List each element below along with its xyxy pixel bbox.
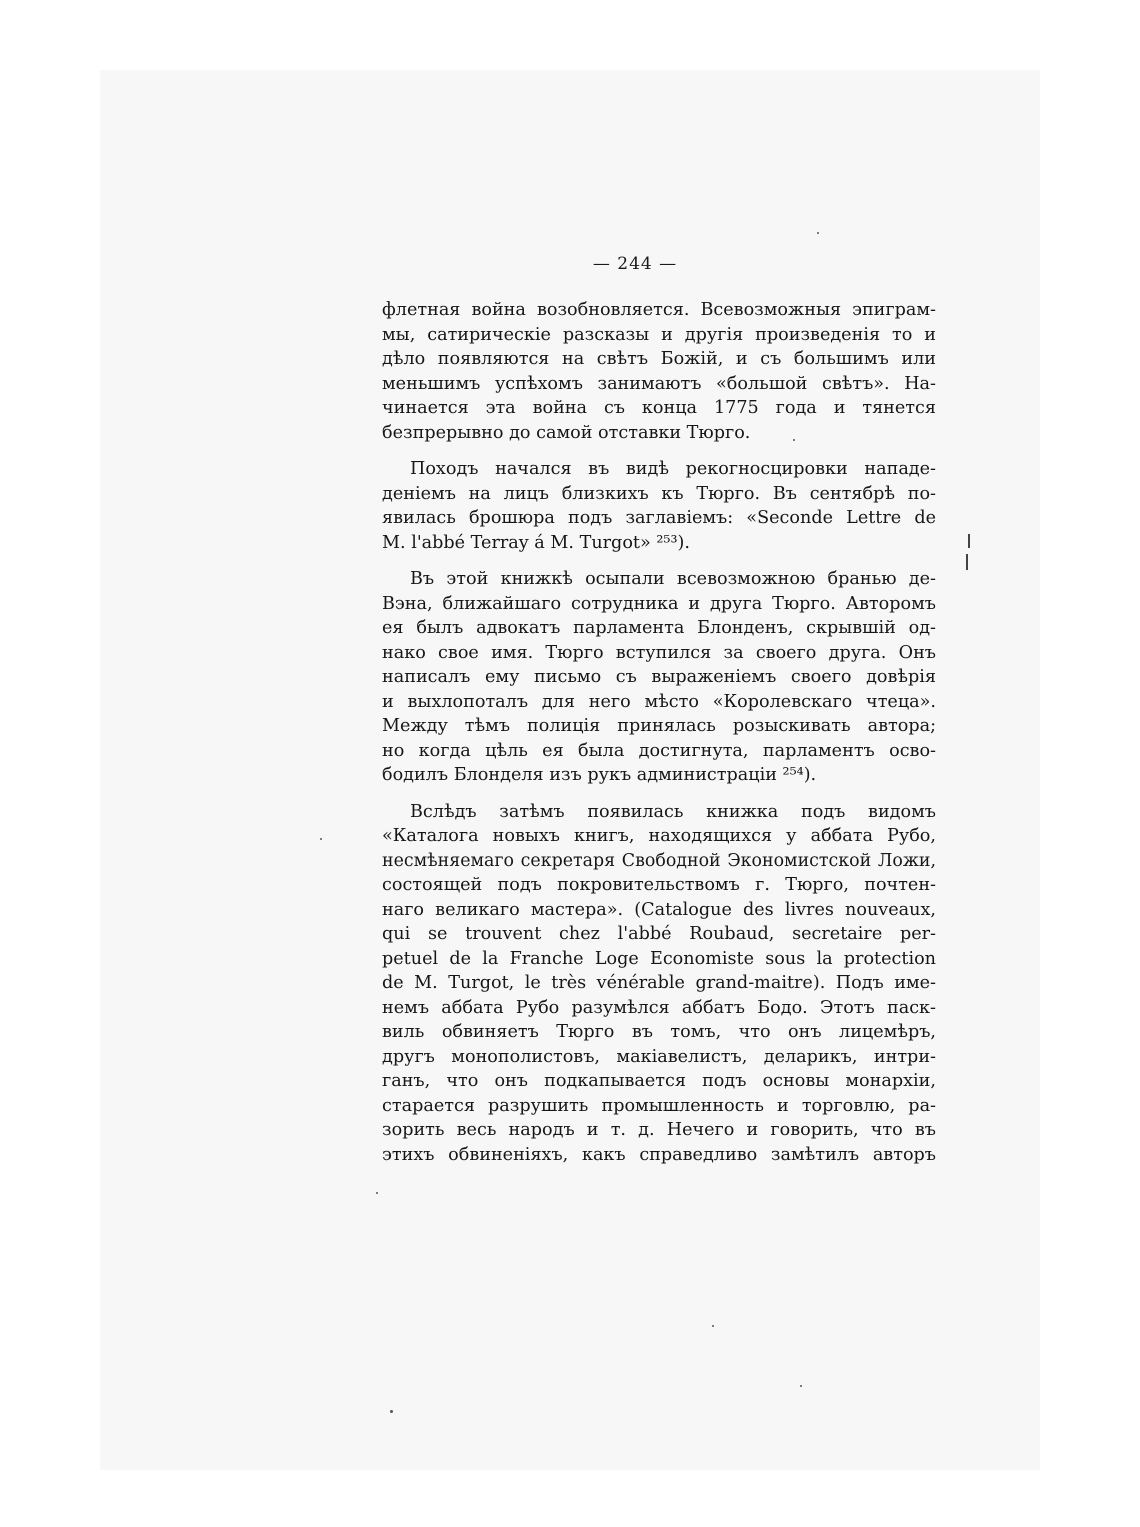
text-line: нако свое имя. Тюрго вступился за своего друга. Онъ (382, 642, 936, 663)
text-line: ганъ, что онъ подкапывается подъ основы монархіи, (382, 1071, 936, 1091)
paragraph-3 (382, 567, 936, 788)
scan-speck (817, 232, 819, 234)
body-text (382, 298, 936, 1167)
text-line: ея былъ адвокатъ парламента Блонденъ, скрывшій од- (382, 618, 936, 638)
paragraph-2 (382, 457, 936, 555)
text-line: немъ аббата Рубо разумѣлся аббатъ Бодо. Этотъ паск- (382, 997, 936, 1018)
scan-speck (390, 1410, 393, 1413)
scan-speck (793, 439, 795, 441)
text-line: Вслѣдъ затѣмъ появилась книжка подъ видомъ (410, 801, 936, 822)
text-line: меньшимъ успѣхомъ занимаютъ «большой свѣтъ». На- (382, 373, 936, 394)
text-line: деніемъ на лицъ близкихъ къ Тюрго. Въ сентябрѣ по- (382, 483, 936, 504)
scan-mark (966, 554, 968, 570)
text-line: другъ монополистовъ, макіавелистъ, деларикъ, интри- (382, 1046, 936, 1067)
text-line: этихъ обвиненіяхъ, какъ справедливо замѣтилъ авторъ (382, 1144, 936, 1165)
text-line: безпрерывно до самой отставки Тюрго. (382, 422, 751, 443)
text-line: qui se trouvent chez l'abbé Roubaud, secretaire per- (382, 924, 936, 944)
text-line: Походъ начался въ видѣ рекогносцировки нападе- (410, 459, 936, 479)
text-line: написалъ ему письмо съ выраженіемъ своего довѣрія (382, 667, 936, 687)
text-line: наго великаго мастера». (Catalogue des livres nouveaux, (382, 899, 936, 920)
page-number: — 244 — (592, 254, 678, 274)
text-line: и выхлопоталъ для него мѣсто «Королевскаго чтеца». (382, 691, 936, 712)
scan-speck (800, 1385, 802, 1387)
text-line: Между тѣмъ полиція принялась розыскивать автора; (382, 716, 936, 736)
text-line: чинается эта война съ конца 1775 года и тянется (382, 398, 936, 418)
text-line: «Каталога новыхъ книгъ, находящихся у аббата Рубо, (382, 826, 936, 846)
scan-speck (320, 838, 322, 840)
text-line: состоящей подъ покровительствомъ г. Тюрго, почтен- (382, 875, 936, 895)
text-line: petuel de la Franche Loge Economiste sous la protection (382, 948, 936, 969)
paragraph-gap (382, 788, 936, 800)
paragraph-4 (382, 800, 936, 1168)
scan-speck (712, 1325, 714, 1327)
scan-mark (968, 534, 970, 548)
text-line: но когда цѣль ея была достигнута, парламентъ осво- (382, 740, 936, 761)
paragraph-1 (382, 298, 936, 445)
text-line: бодилъ Блонделя изъ рукъ администраціи ²⁵⁴). (382, 765, 817, 785)
text-line: виль обвиняетъ Тюрго въ томъ, что онъ лицемѣръ, (382, 1022, 936, 1042)
text-line: старается разрушить промышленность и торговлю, ра- (382, 1095, 936, 1116)
text-line: мы, сатирическіе разсказы и другія произведенія то и (382, 324, 936, 345)
paragraph-gap (382, 555, 936, 567)
text-line: дѣло появляются на свѣтъ Божій, и съ большимъ или (382, 349, 936, 369)
text-line: зорить весь народъ и т. д. Нечего и говорить, что въ (382, 1120, 936, 1140)
text-line: de M. Turgot, le très vénérable grand-maitre). Подъ име- (382, 973, 936, 993)
text-line: Вэна, ближайшаго сотрудника и друга Тюрго. Авторомъ (382, 593, 936, 614)
text-line: M. l'abbé Terray á M. Turgot» ²⁵³). (382, 532, 690, 553)
text-line: явилась брошюра подъ заглавіемъ: «Seconde Lettre de (382, 508, 936, 528)
paragraph-gap (382, 445, 936, 457)
text-line: флетная война возобновляется. Всевозможныя эпиграм- (382, 300, 936, 320)
scan-speck (376, 1192, 378, 1194)
text-line: несмѣняемаго секретаря Свободной Экономистской Ложи, (382, 850, 936, 871)
text-line: Въ этой книжкѣ осыпали всевозможною бранью де- (410, 569, 936, 589)
